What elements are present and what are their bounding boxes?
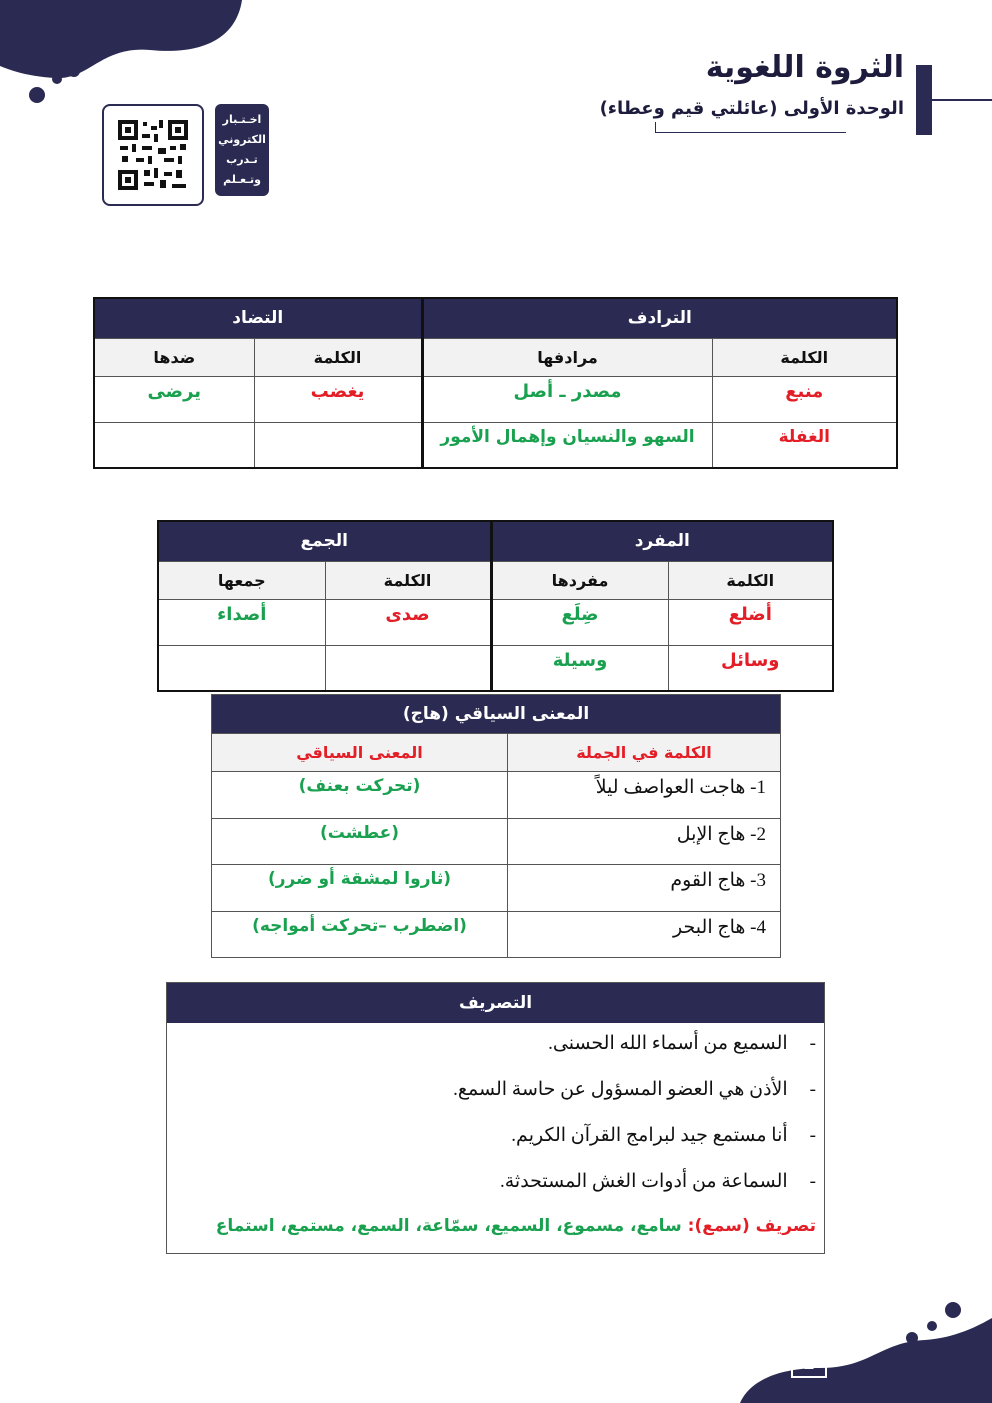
synonym-cell: السهو والنسيان وإهمال الأمور xyxy=(422,422,712,468)
header-accent-line xyxy=(932,99,992,101)
list-item: -الأذن هي العضو المسؤول عن حاسة السمع. xyxy=(453,1079,816,1100)
synonym-antonym-table xyxy=(93,297,898,469)
table-row xyxy=(158,599,833,645)
word-cell: وسائل xyxy=(668,645,833,691)
list-item-text: السماعة من أدوات الغش المستحدثة. xyxy=(499,1171,788,1192)
table-row xyxy=(212,772,781,819)
col-plural: جمعها xyxy=(158,561,325,599)
singular-cell: وسيلة xyxy=(491,645,668,691)
col-word-plural: الكلمة xyxy=(325,561,491,599)
col-singular: مفردها xyxy=(491,561,668,599)
header-accent-bar xyxy=(916,65,932,135)
col-word-singular: الكلمة xyxy=(668,561,833,599)
conjugation-box xyxy=(166,982,825,1254)
table-row xyxy=(158,645,833,691)
badge-line: وتـعـلم xyxy=(223,173,261,186)
singular-cell: ضِلَع xyxy=(491,599,668,645)
list-item-text: أنا مستمع جيد لبرامج القرآن الكريم. xyxy=(511,1125,788,1146)
contextual-meaning-table xyxy=(211,694,781,958)
badge-line: الكتروني xyxy=(218,133,266,146)
word-cell: الغفلة xyxy=(712,422,897,468)
antonym-cell xyxy=(94,422,254,468)
badge-line: تـدرب xyxy=(226,153,258,166)
meaning-cell: (تحركت بعنف) xyxy=(212,772,508,819)
word-cell xyxy=(325,645,491,691)
plural-cell: أصداء xyxy=(158,599,325,645)
corner-blob-bottom-right xyxy=(740,1290,992,1403)
word-cell: أضلع xyxy=(668,599,833,645)
qr-code-icon[interactable] xyxy=(118,120,188,190)
meaning-cell: (اضطرب –تحركت أمواجه) xyxy=(212,912,508,958)
col-synonym: مرادفها xyxy=(422,338,712,376)
conjugation-summary xyxy=(175,1211,816,1241)
table-row xyxy=(94,422,897,468)
col-word-synonym: الكلمة xyxy=(712,338,897,376)
summary-value: سامع، مسموع، السميع، سمّاعة، السمع، مستمع، استماع xyxy=(215,1216,682,1236)
corner-blob-top-left xyxy=(0,0,250,110)
antonym-header: التضاد xyxy=(94,298,422,338)
list-item-text: الأذن هي العضو المسؤول عن حاسة السمع. xyxy=(453,1079,788,1100)
plural-cell xyxy=(158,645,325,691)
e-test-badge[interactable] xyxy=(215,104,269,196)
sentence-cell: 1- هاجت العواصف ليلاً xyxy=(508,772,781,819)
table-row xyxy=(94,376,897,422)
list-item: -السماعة من أدوات الغش المستحدثة. xyxy=(499,1171,816,1192)
summary-label: تصريف (سمع): xyxy=(687,1216,816,1236)
sentence-cell: 4- هاج البحر xyxy=(508,912,781,958)
table-row xyxy=(212,865,781,912)
synonym-header: الترادف xyxy=(422,298,897,338)
subtitle-underline xyxy=(655,122,846,133)
col-contextual-meaning: المعنى السياقي xyxy=(212,734,508,772)
contextual-header: المعنى السياقي (هاج) xyxy=(212,695,781,734)
qr-frame xyxy=(102,104,204,206)
table-row xyxy=(212,819,781,865)
meaning-cell: (ثاروا لمشقة أو ضرر) xyxy=(212,865,508,912)
word-cell: صدى xyxy=(325,599,491,645)
list-item: -السميع من أسماء الله الحسنى. xyxy=(548,1033,816,1054)
word-cell: منبع xyxy=(712,376,897,422)
sentence-cell: 3- هاج القوم xyxy=(508,865,781,912)
meaning-cell: (عطشت) xyxy=(212,819,508,865)
unit-subtitle: الوحدة الأولى (عائلتي قيم وعطاء) xyxy=(599,98,904,119)
synonym-cell: مصدر ـ أصل xyxy=(422,376,712,422)
antonym-cell: يرضى xyxy=(94,376,254,422)
plural-header: الجمع xyxy=(158,521,491,561)
conjugation-list xyxy=(167,1023,824,1241)
list-item: -أنا مستمع جيد لبرامج القرآن الكريم. xyxy=(511,1125,816,1146)
word-cell: يغضب xyxy=(254,376,422,422)
page-title: الثروة اللغوية xyxy=(705,50,904,85)
singular-header: المفرد xyxy=(491,521,833,561)
table-row xyxy=(212,912,781,958)
col-word-in-sentence: الكلمة في الجملة xyxy=(508,734,781,772)
list-item-text: السميع من أسماء الله الحسنى. xyxy=(548,1033,788,1054)
col-antonym: ضدها xyxy=(94,338,254,376)
singular-plural-table xyxy=(157,520,834,692)
conjugation-header: التصريف xyxy=(167,983,824,1023)
page-number: 2 xyxy=(791,1346,827,1378)
word-cell xyxy=(254,422,422,468)
badge-line: اخـتـبار xyxy=(222,113,262,126)
col-word-antonym: الكلمة xyxy=(254,338,422,376)
sentence-cell: 2- هاج الإبل xyxy=(508,819,781,865)
